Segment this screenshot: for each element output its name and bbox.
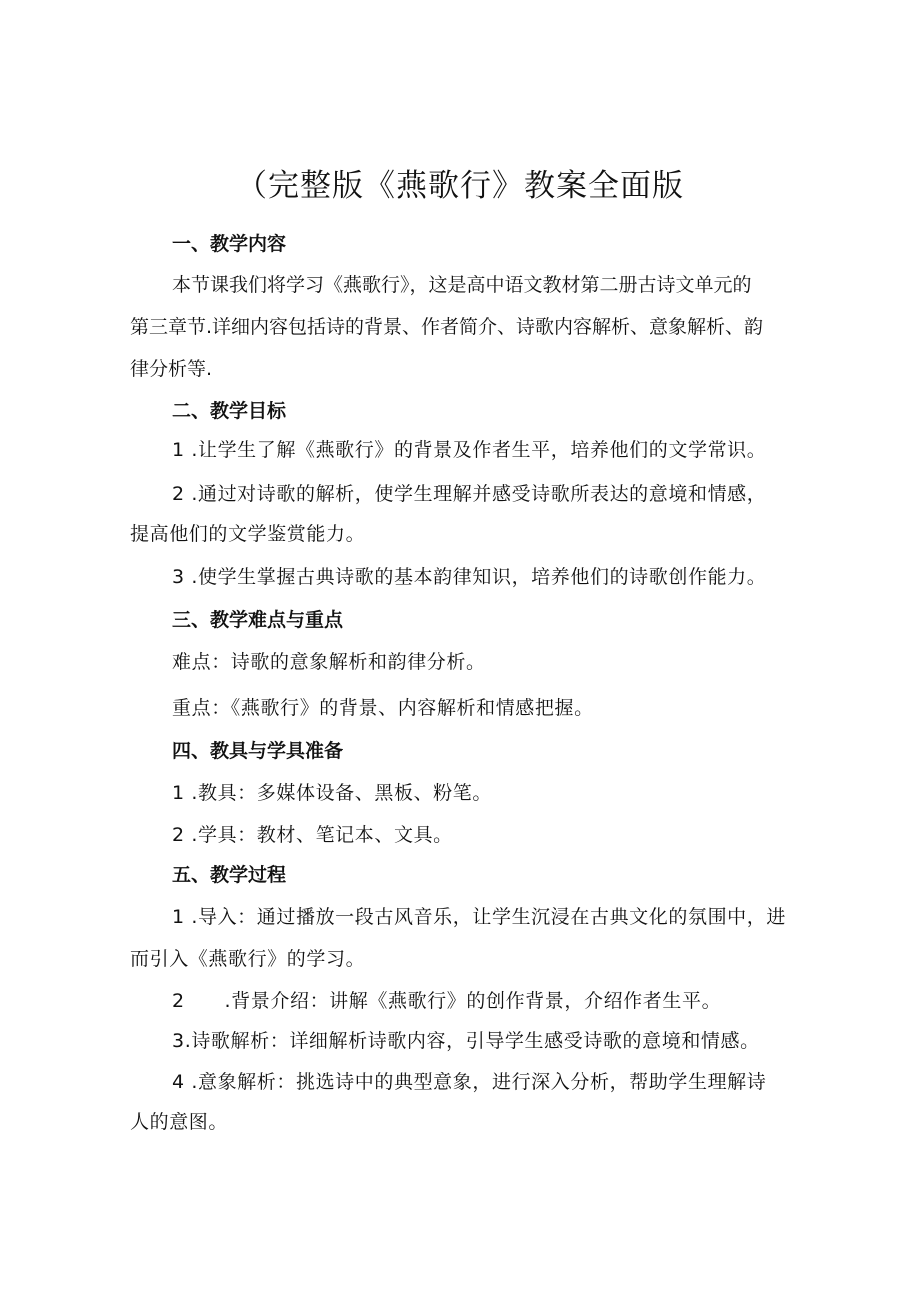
- list-item-continuation: 而引入《燕歌行》的学习。: [130, 948, 366, 970]
- section-heading-teaching-process: 五、教学过程: [172, 864, 287, 886]
- section-heading-materials: 四、教具与学具准备: [172, 740, 344, 762]
- paragraph-line: 第三章节.详细内容包括诗的背景、作者简介、诗歌内容解析、意象解析、韵: [130, 316, 764, 338]
- list-item: 3 .使学生掌握古典诗歌的基本韵律知识，培养他们的诗歌创作能力。: [172, 566, 767, 588]
- paragraph-line: 律分析等.: [130, 358, 213, 380]
- paragraph-line: 重点：《燕歌行》的背景、内容解析和情感把握。: [172, 697, 594, 719]
- list-item: 1 .教具：多媒体设备、黑板、粉笔。: [172, 782, 492, 804]
- list-item: 4 .意象解析：挑选诗中的典型意象，进行深入分析，帮助学生理解诗: [172, 1071, 767, 1093]
- document-title: （完整版《燕歌行》教案全面版: [236, 168, 684, 204]
- list-item: 2 .通过对诗歌的解析，使学生理解并感受诗歌所表达的意境和情感，: [172, 483, 767, 505]
- list-item-continuation: 提高他们的文学鉴赏能力。: [130, 523, 366, 545]
- paragraph-line: 本节课我们将学习《燕歌行》，这是高中语文教材第二册古诗文单元的: [172, 274, 752, 296]
- list-item: 3.诗歌解析：详细解析诗歌内容，引导学生感受诗歌的意境和情感。: [172, 1030, 760, 1052]
- list-item: 1 .导入：通过播放一段古风音乐，让学生沉浸在古典文化的氛围中，进: [172, 906, 786, 928]
- list-item: 2 .背景介绍：讲解《燕歌行》的创作背景，介绍作者生平。: [172, 990, 722, 1012]
- paragraph-line: 难点：诗歌的意象解析和韵律分析。: [172, 651, 486, 673]
- list-item: 1 .让学生了解《燕歌行》的背景及作者生平，培养他们的文学常识。: [172, 439, 767, 461]
- section-heading-teaching-goals: 二、教学目标: [172, 400, 287, 422]
- section-heading-teaching-content: 一、教学内容: [172, 233, 287, 255]
- list-item-continuation: 人的意图。: [130, 1111, 229, 1133]
- list-item: 2 .学具：教材、笔记本、文具。: [172, 824, 453, 846]
- section-heading-difficulties-focus: 三、教学难点与重点: [172, 609, 344, 631]
